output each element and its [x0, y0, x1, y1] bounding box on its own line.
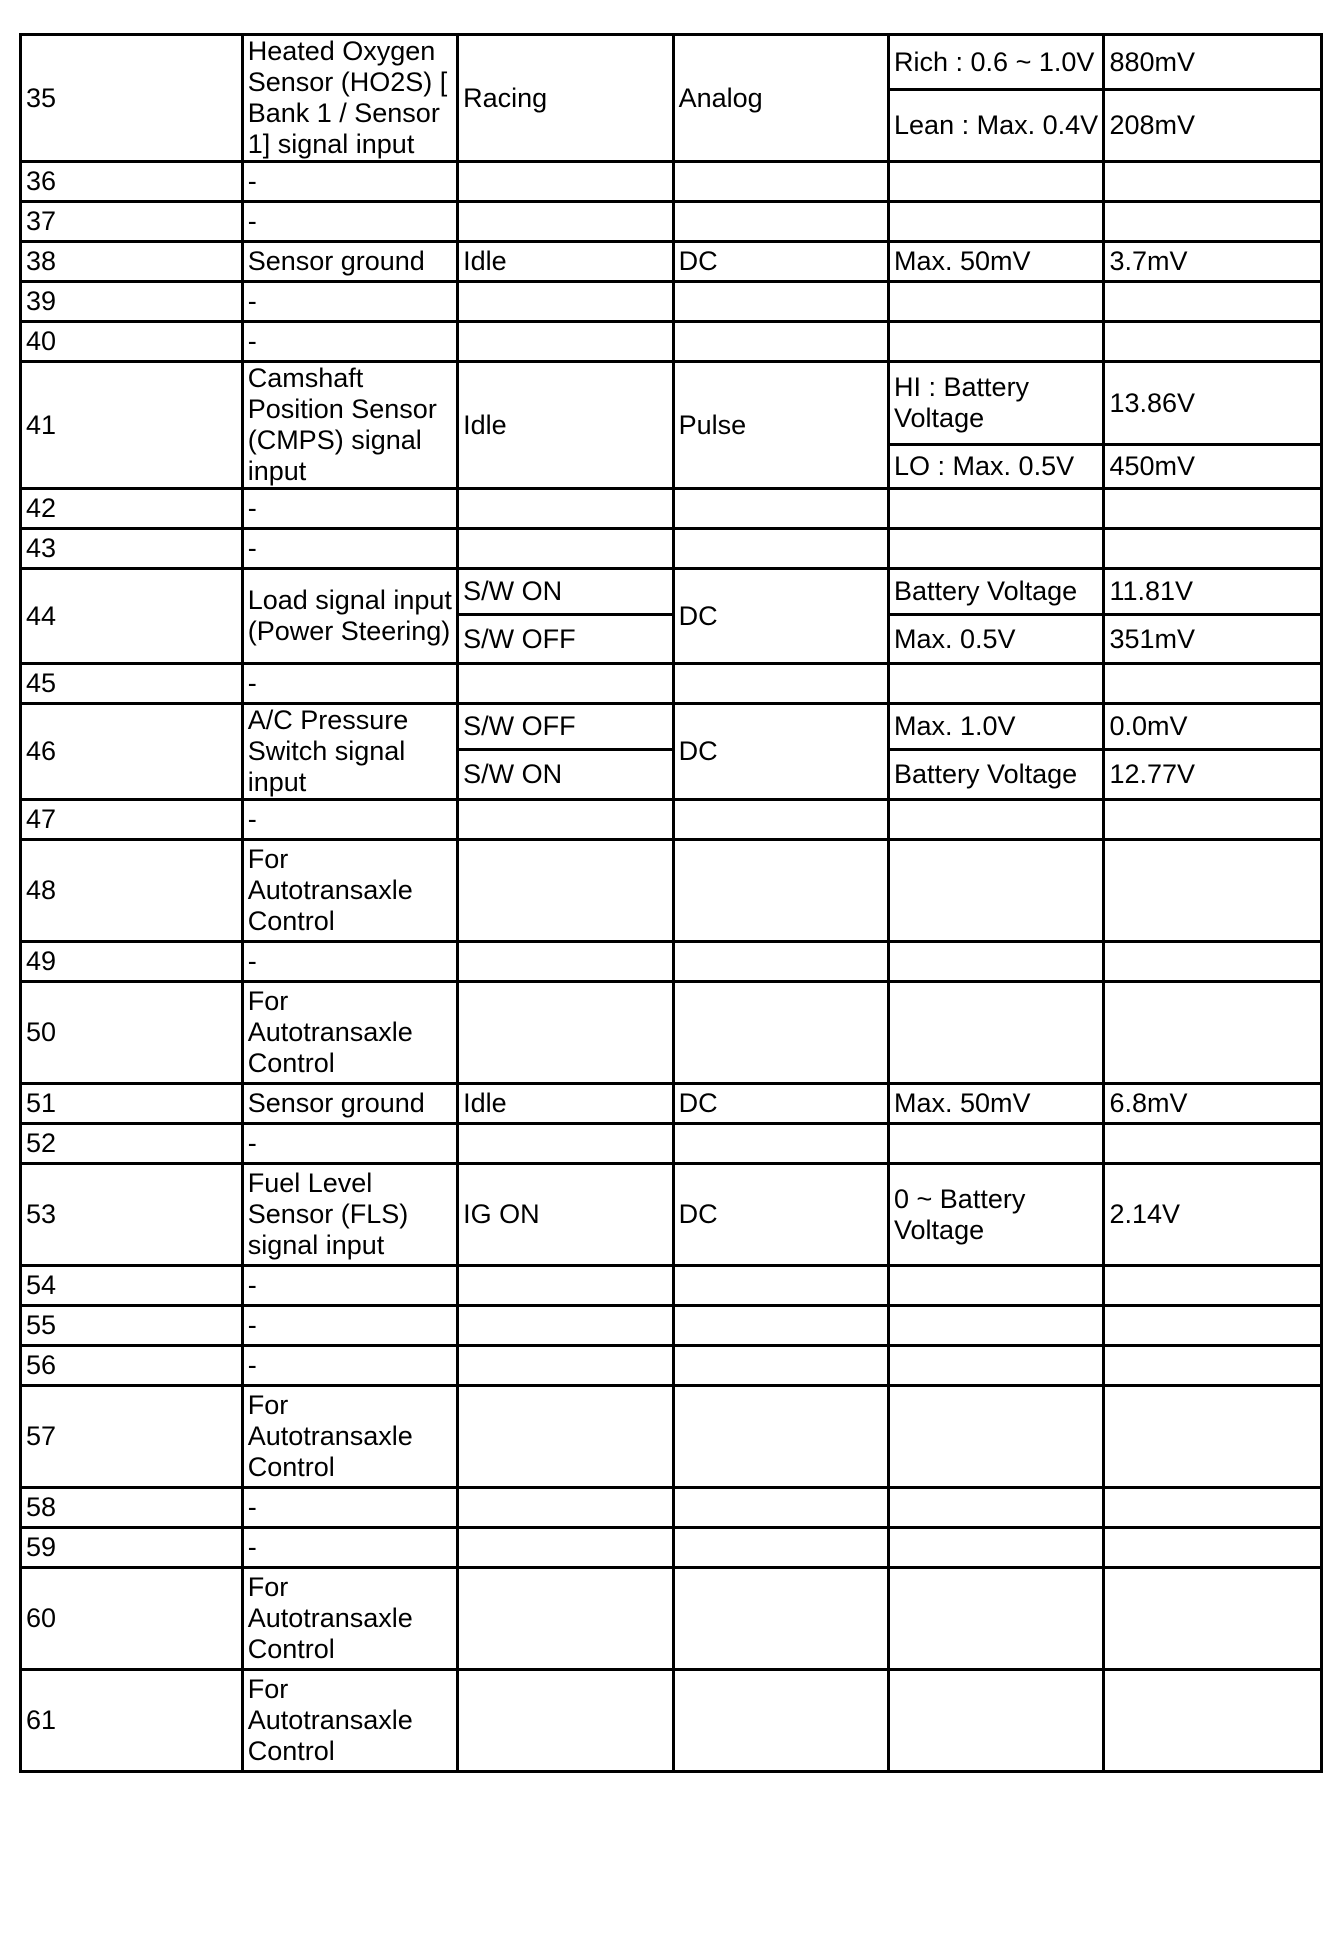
pin-cell: 53 [21, 1164, 243, 1266]
spec-cell: HI : Battery Voltage [889, 362, 1104, 445]
description-cell: - [242, 1124, 457, 1164]
spec-cell: Battery Voltage [889, 750, 1104, 800]
spec-cell: 0 ~ Battery Voltage [889, 1164, 1104, 1266]
pin-cell: 36 [21, 162, 243, 202]
pin-cell: 40 [21, 322, 243, 362]
type-cell: DC [673, 1084, 888, 1124]
value-cell: 2.14V [1104, 1164, 1322, 1266]
value-cell: 11.81V [1104, 569, 1322, 615]
pin-cell: 35 [21, 35, 243, 162]
table-row [21, 1670, 1322, 1772]
table-row [21, 800, 1322, 840]
spec-cell: Rich : 0.6 ~ 1.0V [889, 35, 1104, 90]
table-row [21, 1386, 1322, 1488]
table-row [21, 529, 1322, 569]
table-row [21, 1164, 1322, 1266]
pin-cell: 37 [21, 202, 243, 242]
type-cell: DC [673, 704, 888, 800]
condition-cell: IG ON [458, 1164, 673, 1266]
pin-spec-table [19, 33, 1323, 1773]
value-cell: 6.8mV [1104, 1084, 1322, 1124]
spec-cell: LO : Max. 0.5V [889, 445, 1104, 489]
spec-cell: Battery Voltage [889, 569, 1104, 615]
table-row [21, 362, 1322, 445]
table-row [21, 489, 1322, 529]
condition-cell: S/W ON [458, 569, 673, 615]
description-cell: - [242, 1528, 457, 1568]
description-cell: - [242, 489, 457, 529]
pin-cell: 39 [21, 282, 243, 322]
table-row [21, 942, 1322, 982]
pin-cell: 38 [21, 242, 243, 282]
pin-cell: 55 [21, 1306, 243, 1346]
pin-cell: 60 [21, 1568, 243, 1670]
pin-cell: 48 [21, 840, 243, 942]
spec-cell: Lean : Max. 0.4V [889, 90, 1104, 162]
table-row [21, 35, 1322, 90]
description-cell: - [242, 800, 457, 840]
pin-cell: 45 [21, 664, 243, 704]
spec-cell: Max. 50mV [889, 1084, 1104, 1124]
spec-cell: Max. 1.0V [889, 704, 1104, 750]
pin-cell: 51 [21, 1084, 243, 1124]
value-cell: 351mV [1104, 615, 1322, 664]
pin-cell: 61 [21, 1670, 243, 1772]
value-cell: 450mV [1104, 445, 1322, 489]
pin-cell: 59 [21, 1528, 243, 1568]
type-cell: Pulse [673, 362, 888, 489]
description-cell: - [242, 322, 457, 362]
description-cell: Sensor ground [242, 1084, 457, 1124]
pin-cell: 56 [21, 1346, 243, 1386]
type-cell: Analog [673, 35, 888, 162]
table-row [21, 704, 1322, 750]
condition-cell: Racing [458, 35, 673, 162]
description-cell: - [242, 1346, 457, 1386]
description-cell: For Autotransaxle Control [242, 982, 457, 1084]
description-cell: A/C Pressure Switch signal input [242, 704, 457, 800]
condition-cell: Idle [458, 1084, 673, 1124]
table-row [21, 162, 1322, 202]
table-row [21, 1266, 1322, 1306]
description-cell: - [242, 1488, 457, 1528]
description-cell: For Autotransaxle Control [242, 1568, 457, 1670]
value-cell: 880mV [1104, 35, 1322, 90]
spec-cell: Max. 0.5V [889, 615, 1104, 664]
value-cell: 13.86V [1104, 362, 1322, 445]
description-cell: For Autotransaxle Control [242, 840, 457, 942]
pin-cell: 52 [21, 1124, 243, 1164]
description-cell: - [242, 202, 457, 242]
table-row [21, 322, 1322, 362]
description-cell: Sensor ground [242, 242, 457, 282]
pin-cell: 42 [21, 489, 243, 529]
pin-cell: 44 [21, 569, 243, 664]
description-cell: For Autotransaxle Control [242, 1386, 457, 1488]
table-row [21, 1346, 1322, 1386]
description-cell: For Autotransaxle Control [242, 1670, 457, 1772]
table-row [21, 282, 1322, 322]
description-cell: - [242, 282, 457, 322]
table-row [21, 840, 1322, 942]
condition-cell: S/W OFF [458, 615, 673, 664]
pin-cell: 43 [21, 529, 243, 569]
table-row [21, 982, 1322, 1084]
description-cell: - [242, 529, 457, 569]
type-cell: DC [673, 569, 888, 664]
value-cell: 0.0mV [1104, 704, 1322, 750]
table-row [21, 202, 1322, 242]
table-row [21, 1084, 1322, 1124]
pin-cell: 49 [21, 942, 243, 982]
description-cell: - [242, 942, 457, 982]
table-row [21, 1124, 1322, 1164]
table-row [21, 1306, 1322, 1346]
table-row [21, 1568, 1322, 1670]
pin-cell: 46 [21, 704, 243, 800]
condition-cell: Idle [458, 362, 673, 489]
type-cell: DC [673, 1164, 888, 1266]
description-cell: - [242, 162, 457, 202]
pin-cell: 47 [21, 800, 243, 840]
table-row [21, 1488, 1322, 1528]
type-cell: DC [673, 242, 888, 282]
condition-cell: S/W OFF [458, 704, 673, 750]
table-row [21, 569, 1322, 615]
condition-cell: S/W ON [458, 750, 673, 800]
description-cell: Camshaft Position Sensor (CMPS) signal input [242, 362, 457, 489]
description-cell: - [242, 664, 457, 704]
pin-cell: 50 [21, 982, 243, 1084]
description-cell: Heated Oxygen Sensor (HO2S) [ Bank 1 / Sensor 1] signal input [242, 35, 457, 162]
condition-cell: Idle [458, 242, 673, 282]
table-row [21, 1528, 1322, 1568]
pin-cell: 41 [21, 362, 243, 489]
value-cell: 208mV [1104, 90, 1322, 162]
table-row [21, 242, 1322, 282]
pin-cell: 54 [21, 1266, 243, 1306]
spec-cell: Max. 50mV [889, 242, 1104, 282]
value-cell: 3.7mV [1104, 242, 1322, 282]
description-cell: - [242, 1306, 457, 1346]
pin-cell: 58 [21, 1488, 243, 1528]
description-cell: Fuel Level Sensor (FLS) signal input [242, 1164, 457, 1266]
value-cell: 12.77V [1104, 750, 1322, 800]
description-cell: - [242, 1266, 457, 1306]
description-cell: Load signal input (Power Steering) [242, 569, 457, 664]
pin-cell: 57 [21, 1386, 243, 1488]
table-row [21, 664, 1322, 704]
